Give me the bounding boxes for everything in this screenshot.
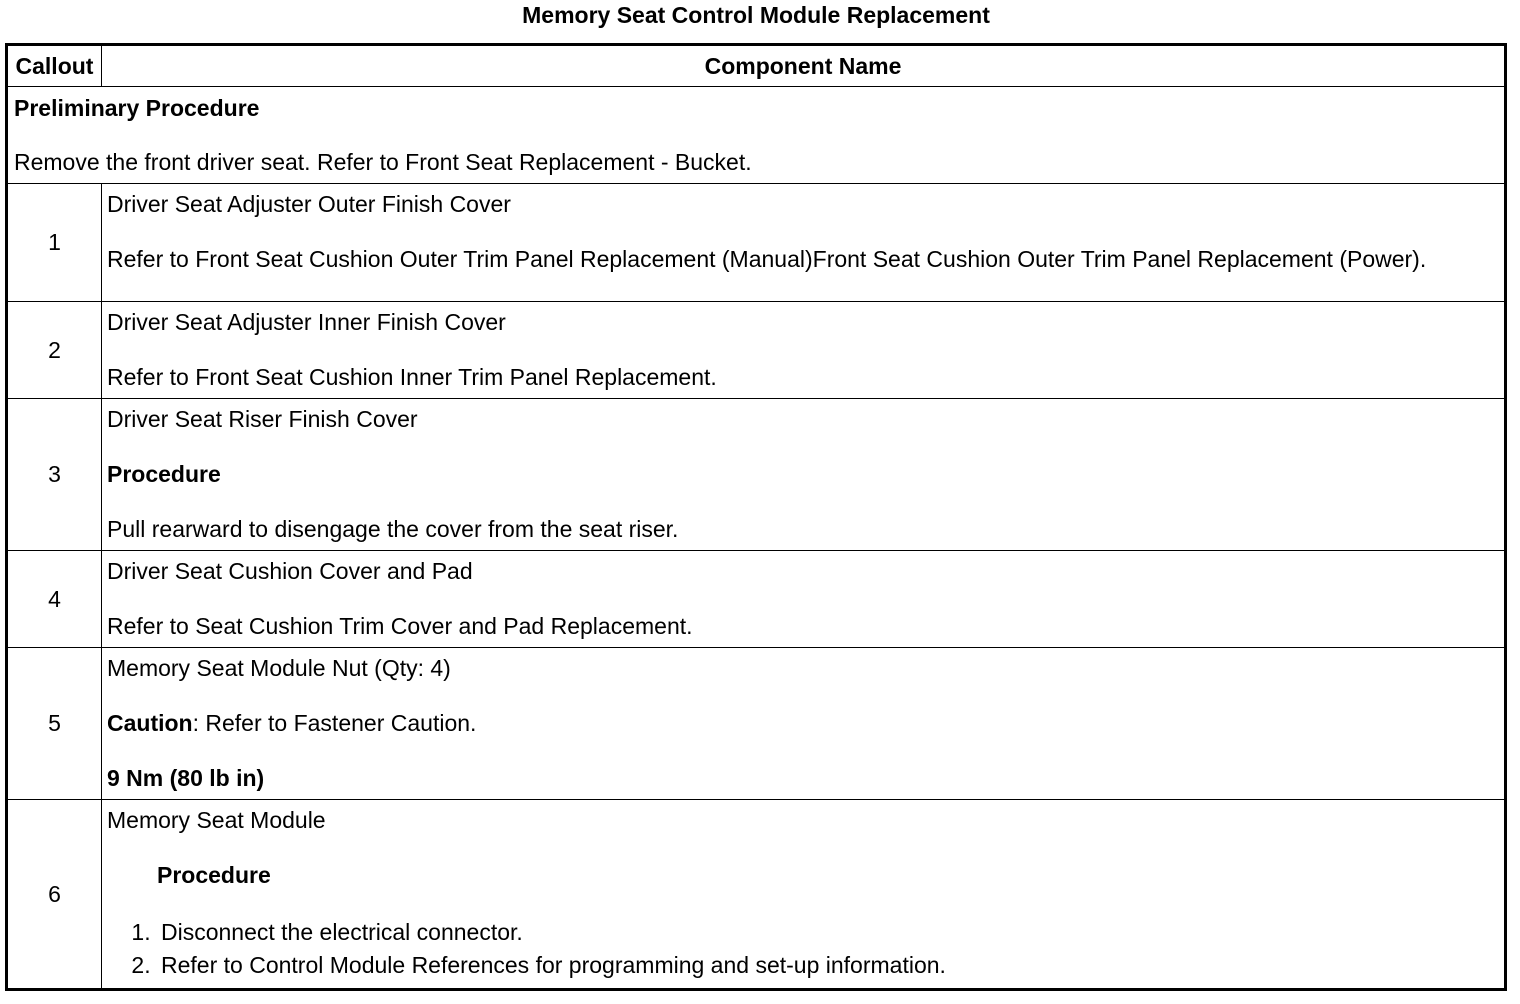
preliminary-cell xyxy=(7,87,1506,184)
callout-number: 3 xyxy=(7,399,102,551)
procedure-label: Procedure xyxy=(107,461,221,487)
component-note: Refer to Front Seat Cushion Inner Trim Panel Replacement. xyxy=(107,364,717,390)
callout-number: 1 xyxy=(7,184,102,302)
callout-number: 6 xyxy=(7,800,102,990)
preliminary-text: Remove the front driver seat. Refer to Front Seat Replacement - Bucket. xyxy=(14,149,752,175)
caution-line xyxy=(107,709,1498,738)
component-name: Driver Seat Adjuster Outer Finish Cover xyxy=(107,191,511,217)
list-item: 2. Refer to Control Module References for programming and set-up information. xyxy=(157,949,1498,982)
component-name: Driver Seat Adjuster Inner Finish Cover xyxy=(107,309,506,335)
table-row xyxy=(7,302,1506,399)
callout-number: 4 xyxy=(7,551,102,648)
table-row xyxy=(7,800,1506,990)
component-cell xyxy=(102,551,1506,648)
callout-header: Callout xyxy=(7,45,102,87)
list-item: 1. Disconnect the electrical connector. xyxy=(157,916,1498,949)
preliminary-row xyxy=(7,87,1506,184)
callout-number: 2 xyxy=(7,302,102,399)
procedure-steps xyxy=(107,916,1498,982)
component-cell xyxy=(102,184,1506,302)
component-name: Memory Seat Module Nut (Qty: 4) xyxy=(107,655,451,681)
component-name: Driver Seat Cushion Cover and Pad xyxy=(107,558,473,584)
component-cell xyxy=(102,648,1506,800)
table-row xyxy=(7,551,1506,648)
caution-text: : Refer to Fastener Caution. xyxy=(192,710,477,736)
table-row xyxy=(7,399,1506,551)
preliminary-heading: Preliminary Procedure xyxy=(14,95,260,121)
component-cell xyxy=(102,800,1506,990)
component-name: Driver Seat Riser Finish Cover xyxy=(107,406,418,432)
component-cell xyxy=(102,302,1506,399)
component-note: Pull rearward to disengage the cover from the seat riser. xyxy=(107,516,679,542)
component-name-header: Component Name xyxy=(102,45,1506,87)
table-row xyxy=(7,648,1506,800)
table-row xyxy=(7,184,1506,302)
caution-label: Caution xyxy=(107,710,193,736)
component-note: Refer to Seat Cushion Trim Cover and Pad Replacement. xyxy=(107,613,693,639)
torque-spec: 9 Nm (80 lb in) xyxy=(107,765,265,791)
component-cell xyxy=(102,399,1506,551)
page-title: Memory Seat Control Module Replacement xyxy=(522,2,990,28)
procedure-table xyxy=(5,43,1507,991)
component-name: Memory Seat Module xyxy=(107,807,326,833)
callout-number: 5 xyxy=(7,648,102,800)
header-row xyxy=(7,45,1506,87)
component-note: Refer to Front Seat Cushion Outer Trim Panel Replacement (Manual)Front Seat Cushion Outer Trim Panel Replacement (Power). xyxy=(107,246,1427,272)
procedure-label: Procedure xyxy=(157,862,271,888)
